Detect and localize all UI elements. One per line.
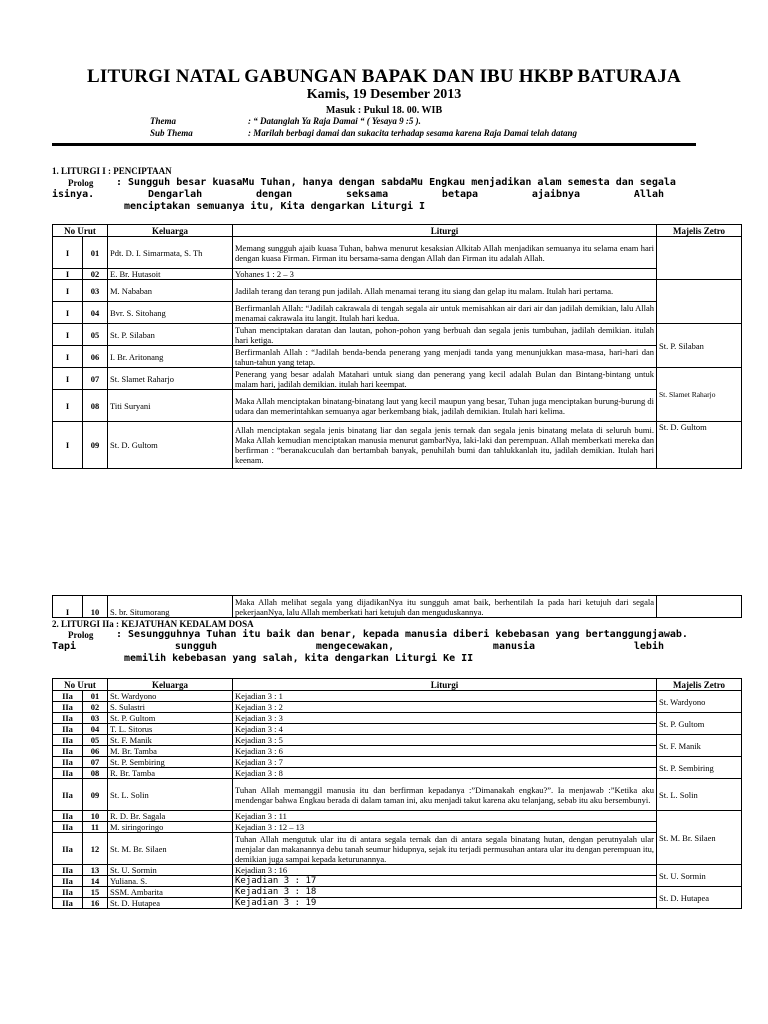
row-liturgi: Kejadian 3 : 18 (233, 887, 657, 898)
row-keluarga: St. L. Solin (108, 779, 233, 811)
table-header-row (53, 679, 742, 691)
row-roman: IIa (53, 876, 83, 887)
row-keluarga: St. Wardyono (108, 691, 233, 702)
table-row (53, 735, 742, 746)
thema-value: : “ Datanglah Ya Raja Damai “ ( Yesaya 9 :5 ). (248, 116, 421, 126)
row-liturgi: Kejadian 3 : 8 (233, 768, 657, 779)
section1-heading: 1. LITURGI I : PENCIPTAAN (52, 166, 172, 176)
row-majelis: St. F. Manik (657, 735, 742, 757)
row-roman: I (53, 237, 83, 269)
row-number: 03 (83, 280, 108, 302)
section2-prolog-line2: Tapi sungguh mengecewakan, manusia lebih (52, 641, 664, 652)
row-roman: IIa (53, 691, 83, 702)
row-keluarga: T. L. Sitorus (108, 724, 233, 735)
row-roman: I (53, 269, 83, 280)
subthema-value: : Marilah berbagi damai dan sukacita terhadap sesama karena Raja Damai telah datang (248, 128, 578, 138)
row-keluarga: St. D. Gultom (108, 422, 233, 469)
row-number: 08 (83, 768, 108, 779)
row-keluarga: St. P. Gultom (108, 713, 233, 724)
table-row (53, 887, 742, 898)
col-majelis: Majelis Zetro (657, 679, 742, 691)
col-keluarga: Keluarga (108, 225, 233, 237)
row-keluarga: St. P. Sembiring (108, 757, 233, 768)
row-roman: IIa (53, 833, 83, 865)
row-majelis: St. L. Solin (657, 779, 742, 811)
row-number: 04 (83, 724, 108, 735)
table-row (53, 811, 742, 822)
row-liturgi: Tuhan Allah memanggil manusia itu dan berfirman kepadanya :”Dimanakah engkau?”. Ia menjawab :”Ketika aku mendengar bahwa Engkau berada di dalam taman ini, aku menjadi takut karena aku telanjang, sebab itu aku bersembunyi. (233, 779, 657, 811)
row-majelis: St. D. Hutapea (657, 887, 742, 909)
table-row (53, 724, 742, 735)
row-liturgi: Kejadian 3 : 12 – 13 (233, 822, 657, 833)
row-keluarga: E. Br. Hutasoit (108, 269, 233, 280)
row-liturgi: Allah menciptakan segala jenis binatang liar dan segala jenis ternak dan segala jenis binatang melata di seluruh bumi. Maka Allah kemudian menciptakan manusia menurut gambarNya, laki-laki dan perempuan. Allah memberkati mereka dan berfirman : “beranakcuculah dan bertambah banyak, penuhilah bumi dan tahlukkanlah itu, jadilah demikian. Itulah hari keenam. (233, 422, 657, 469)
row-liturgi: Kejadian 3 : 4 (233, 724, 657, 735)
row-number: 02 (83, 269, 108, 280)
row-liturgi: Kejadian 3 : 7 (233, 757, 657, 768)
row-liturgi: Jadilah terang dan terang pun jadilah. Allah menamai terang itu siang dan gelap itu malam. Itulah hari pertama. (233, 280, 657, 302)
col-liturgi: Liturgi (233, 679, 657, 691)
event-date: Kamis, 19 Desember 2013 (306, 87, 462, 102)
table-row (53, 833, 742, 865)
row-keluarga: SSM. Ambarita (108, 887, 233, 898)
liturgi-1-table (52, 224, 742, 469)
table-row (53, 691, 742, 702)
section1-prolog-line1: : Sungguh besar kuasaMu Tuhan, hanya dengan sabdaMu Engkau menjadikan alam semesta dan segala (116, 177, 676, 188)
row-keluarga: St. M. Br. Silaen (108, 833, 233, 865)
row-keluarga: St. P. Silaban (108, 324, 233, 346)
row-number: 08 (83, 390, 108, 422)
table-row (53, 779, 742, 811)
table-row (53, 237, 742, 269)
row-majelis: St. P. Silaban (657, 324, 742, 368)
table-row (53, 822, 742, 833)
liturgi-2-table (52, 678, 742, 909)
row-majelis-empty (657, 596, 742, 618)
row-number: 06 (83, 746, 108, 757)
row-keluarga: Bvr. S. Sitohang (108, 302, 233, 324)
col-keluarga: Keluarga (108, 679, 233, 691)
row-majelis: St. U. Sormin (657, 865, 742, 887)
row-number: 12 (83, 833, 108, 865)
section2-heading: 2. LITURGI IIa : KEJATUHAN KEDALAM DOSA (52, 619, 254, 629)
row-keluarga: Pdt. D. I. Simarmata, S. Th (108, 237, 233, 269)
table-row (53, 876, 742, 887)
section2-prolog-line3: memilih kebebasan yang salah, kita dengarkan Liturgi Ke II (124, 653, 474, 664)
col-no-urut: No Urut (53, 679, 108, 691)
table-row (53, 757, 742, 768)
row-majelis-empty (657, 280, 742, 324)
row-number: 15 (83, 887, 108, 898)
row-keluarga: M. siringoringo (108, 822, 233, 833)
row-number: 01 (83, 691, 108, 702)
row-liturgi: Berfirmanlah Allah: “Jadilah cakrawala di tengah segala air untuk memisahkan air dari air dan jadilah demikian, lalu Allah menamai cakrawala itu langit. Itulah hari kedua. (233, 302, 657, 324)
row-roman: IIa (53, 768, 83, 779)
table-row (53, 898, 742, 909)
section1-prolog-line2: isinya. Dengarlah dengan seksama betapa ajaibnya Allah (52, 189, 664, 200)
row-roman: I (53, 596, 83, 618)
table-row (53, 280, 742, 302)
row-roman: I (53, 368, 83, 390)
row-roman: IIa (53, 702, 83, 713)
row-liturgi: Kejadian 3 : 16 (233, 865, 657, 876)
row-liturgi: Tuhan Allah mengutuk ular itu di antara segala ternak dan di antara segala binatang hutan, dengan perutnyalah ular menjalar dan makanannya debu tanah seumur hidupnya, sejak itu terjadi permusuhan antara ular itu dengan perempuan itu, demikian juga sampai kepada keturunannya. (233, 833, 657, 865)
row-liturgi: Kejadian 3 : 3 (233, 713, 657, 724)
row-number: 09 (83, 422, 108, 469)
row-keluarga: S. Sulastri (108, 702, 233, 713)
row-number: 11 (83, 822, 108, 833)
row-number: 07 (83, 368, 108, 390)
row-roman: I (53, 302, 83, 324)
row-number: 09 (83, 779, 108, 811)
row-keluarga: R. Br. Tamba (108, 768, 233, 779)
row-number: 05 (83, 735, 108, 746)
table-row (53, 596, 742, 618)
table-row (53, 346, 742, 368)
row-roman: IIa (53, 865, 83, 876)
row-number: 07 (83, 757, 108, 768)
section2-prolog-label: Prolog (68, 630, 94, 640)
row-roman: I (53, 422, 83, 469)
table-row (53, 269, 742, 280)
row-roman: IIa (53, 779, 83, 811)
row-liturgi: Kejadian 3 : 6 (233, 746, 657, 757)
row-liturgi: Kejadian 3 : 11 (233, 811, 657, 822)
row-majelis: St. D. Gultom (657, 422, 742, 469)
row-keluarga: St. D. Hutapea (108, 898, 233, 909)
row-roman: IIa (53, 811, 83, 822)
row-liturgi: Kejadian 3 : 19 (233, 898, 657, 909)
row-keluarga: M. Br. Tamba (108, 746, 233, 757)
table-row (53, 713, 742, 724)
row-roman: I (53, 390, 83, 422)
section2-prolog-line1: : Sesungguhnya Tuhan itu baik dan benar, kepada manusia diberi kebebasan yang bertanggungjawab. (116, 629, 688, 640)
row-majelis: St. Wardyono (657, 691, 742, 713)
document-title: LITURGI NATAL GABUNGAN BAPAK DAN IBU HKBP BATURAJA (87, 66, 681, 87)
row-liturgi: Yohanes 1 : 2 – 3 (233, 269, 657, 280)
row-liturgi: Maka Allah melihat segala yang dijadikanNya itu sungguh amat baik, berhentilah Ia pada hari ketujuh dari segala pekerjaanNya, lalu Allah memberkati hari ketujuh dan menguduskannya. (233, 596, 657, 618)
row-liturgi: Kejadian 3 : 5 (233, 735, 657, 746)
table-row (53, 865, 742, 876)
row-roman: IIa (53, 757, 83, 768)
row-roman: I (53, 346, 83, 368)
table-row (53, 702, 742, 713)
liturgi-1-table-continued (52, 595, 742, 618)
row-majelis: St. P. Sembiring (657, 757, 742, 779)
row-number: 04 (83, 302, 108, 324)
section1-prolog-label: Prolog (68, 178, 94, 188)
row-roman: IIa (53, 735, 83, 746)
row-majelis-empty (657, 237, 742, 280)
row-majelis: St. M. Br. Silaen (657, 811, 742, 865)
table-row (53, 302, 742, 324)
row-liturgi: Maka Allah menciptakan binatang-binatang laut yang kecil maupun yang besar, Tuhan juga menciptakan burung-burung di udara dan memerintahkan semuanya agar berkembang biak, jadilah demikian. Itulah hari kelima. (233, 390, 657, 422)
row-liturgi: Berfirmanlah Allah : “Jadilah benda-benda penerang yang menjadi tanda yang menunjukkan masa-masa, hari-hari dan tahun-tahun yang tetap. (233, 346, 657, 368)
row-majelis: St. Slamet Raharjo (657, 368, 742, 422)
row-roman: IIa (53, 822, 83, 833)
row-keluarga: M. Nababan (108, 280, 233, 302)
row-number: 10 (83, 596, 108, 618)
row-roman: IIa (53, 887, 83, 898)
row-keluarga: St. Slamet Raharjo (108, 368, 233, 390)
row-liturgi: Penerang yang besar adalah Matahari untuk siang dan penerang yang kecil adalah Bulan dan Bintang-bintang untuk malam hari, jadilah demikian. itulah hari keempat. (233, 368, 657, 390)
row-roman: IIa (53, 746, 83, 757)
col-liturgi: Liturgi (233, 225, 657, 237)
row-keluarga: Titi Suryani (108, 390, 233, 422)
section1-prolog-line3: menciptakan semuanya itu, Kita dengarkan Liturgi I (124, 201, 426, 212)
row-keluarga: I. Br. Aritonang (108, 346, 233, 368)
row-number: 03 (83, 713, 108, 724)
start-time: Masuk : Pukul 18. 00. WIB (325, 105, 443, 116)
row-number: 02 (83, 702, 108, 713)
row-keluarga: Yuliana. S. (108, 876, 233, 887)
row-keluarga: R. D. Br. Sagala (108, 811, 233, 822)
row-roman: I (53, 280, 83, 302)
row-liturgi: Memang sungguh ajaib kuasa Tuhan, bahwa menurut kesaksian Alkitab Allah menjadikan semuanya itu selama enam hari dengan kuasa Firman. Firman itu bersama-sama dengan Allah dan Firman itu adalah Allah. (233, 237, 657, 269)
row-liturgi: Tuhan menciptakan daratan dan lautan, pohon-pohon yang berbuah dan segala jenis tumbuhan, jadilah demikian. itulah hari ketiga. (233, 324, 657, 346)
row-roman: IIa (53, 713, 83, 724)
table-row (53, 422, 742, 469)
thema-label: Thema (150, 116, 176, 126)
subthema-label: Sub Thema (150, 128, 193, 138)
table-row (53, 768, 742, 779)
row-roman: I (53, 324, 83, 346)
table-row (53, 390, 742, 422)
table-row (53, 368, 742, 390)
row-number: 14 (83, 876, 108, 887)
header-divider (52, 143, 696, 146)
row-roman: IIa (53, 724, 83, 735)
table-row (53, 746, 742, 757)
col-no-urut: No Urut (53, 225, 108, 237)
row-number: 13 (83, 865, 108, 876)
row-number: 01 (83, 237, 108, 269)
table-row (53, 324, 742, 346)
row-number: 16 (83, 898, 108, 909)
row-number: 10 (83, 811, 108, 822)
row-keluarga: S. br. Situmorang (108, 596, 233, 618)
row-liturgi: Kejadian 3 : 1 (233, 691, 657, 702)
row-keluarga: St. F. Manik (108, 735, 233, 746)
col-majelis: Majelis Zetro (657, 225, 742, 237)
row-keluarga: St. U. Sormin (108, 865, 233, 876)
row-majelis: St. P. Gultom (657, 713, 742, 735)
row-number: 06 (83, 346, 108, 368)
row-liturgi: Kejadian 3 : 2 (233, 702, 657, 713)
table-header-row (53, 225, 742, 237)
row-roman: IIa (53, 898, 83, 909)
row-number: 05 (83, 324, 108, 346)
row-liturgi: Kejadian 3 : 17 (233, 876, 657, 887)
